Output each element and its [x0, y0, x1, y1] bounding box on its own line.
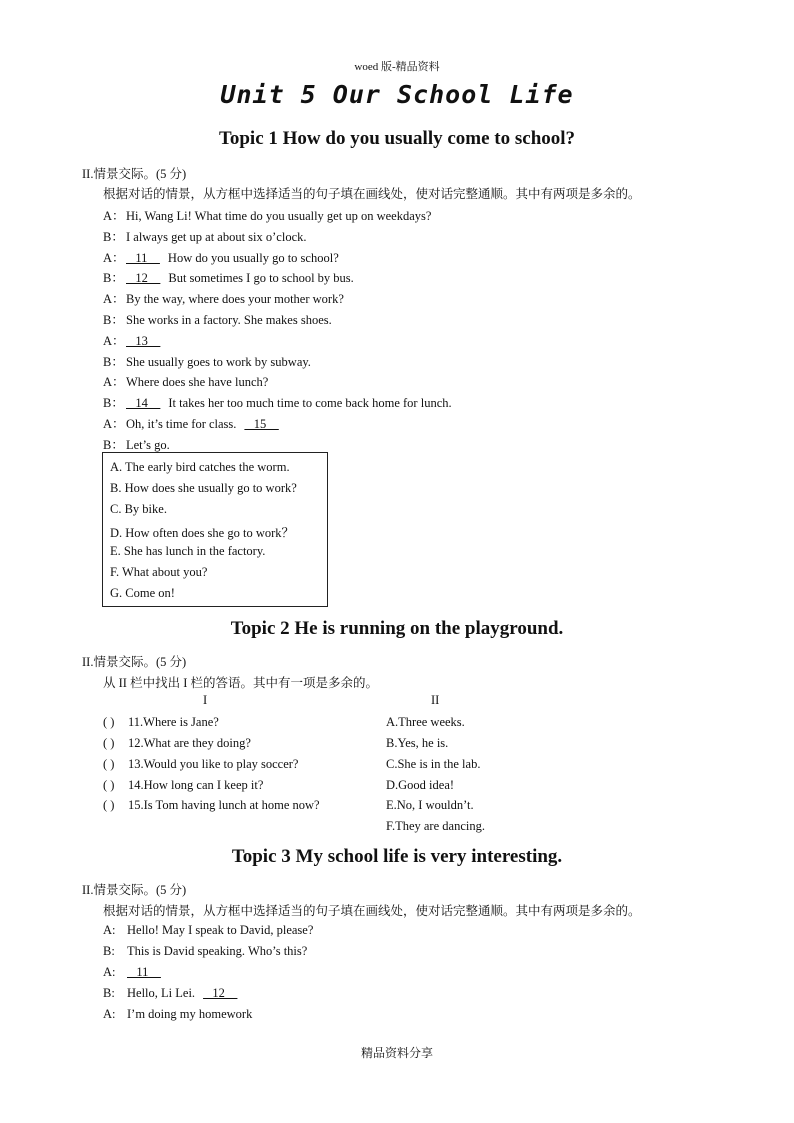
dialogue-line	[103, 372, 268, 390]
dialogue-text: Hello! May I speak to David, please?	[127, 923, 314, 937]
topic1-instruction: 根据对话的情景，从方框中选择适当的句子填在画线处，使对话完整通顺。其中有两项是多余的。	[103, 187, 641, 201]
speaker-label: B:	[103, 986, 115, 1000]
speaker-label: B：	[103, 229, 124, 244]
speaker-label: B：	[103, 354, 124, 369]
answer-paren[interactable]: ( )	[103, 757, 115, 771]
dialogue-text: I’m doing my homework	[127, 1007, 253, 1021]
dialogue-line	[103, 248, 339, 266]
column-ii-header: II	[431, 693, 440, 707]
answer-blank[interactable]: 13	[126, 333, 161, 348]
topic2-section-heading: II.情景交际。(5 分)	[82, 655, 187, 669]
dialogue-line	[103, 227, 307, 245]
topic3-section-heading: II.情景交际。(5 分)	[82, 883, 187, 897]
dialogue-line	[103, 393, 452, 411]
dialogue-text: How do you usually go to school?	[167, 250, 339, 265]
answer-paren[interactable]: ( )	[103, 715, 115, 729]
topic1-section-heading: II.情景交际。(5 分)	[82, 167, 187, 181]
dialogue-line	[103, 435, 170, 453]
answer-paren[interactable]: ( )	[103, 736, 115, 750]
dialogue-text: I always get up at about six o’clock.	[126, 229, 307, 244]
speaker-label: A：	[103, 375, 125, 390]
question-12: 12.What are they doing?	[128, 736, 251, 750]
dialogue-text: Oh, it’s time for class.	[126, 417, 237, 431]
dialogue-line	[103, 923, 313, 938]
speaker-label: A:	[103, 923, 116, 937]
option-c: C. By bike.	[110, 502, 167, 516]
dialogue-line	[103, 352, 311, 370]
dialogue-line	[103, 944, 307, 959]
answer-f: F.They are dancing.	[386, 819, 485, 833]
dialogue-text: It takes her too much time to come back home for lunch.	[168, 396, 452, 411]
topic3-instruction: 根据对话的情景，从方框中选择适当的句子填在画线处，使对话完整通顺。其中有两项是多余的。	[103, 904, 641, 918]
speaker-label: A:	[103, 1007, 116, 1021]
dialogue-text: Let’s go.	[126, 437, 170, 452]
question-13: 13.Would you like to play soccer?	[128, 757, 299, 771]
dialogue-text: Hello, Li Lei.	[127, 986, 196, 1000]
page-footer: 精品资料分享	[360, 1046, 433, 1060]
answer-a: A.Three weeks.	[386, 715, 465, 729]
dialogue-text: She works in a factory. She makes shoes.	[126, 313, 332, 327]
unit-title: Unit 5 Our School Life	[220, 80, 574, 109]
option-e: E. She has lunch in the factory.	[110, 544, 266, 558]
dialogue-text: This is David speaking. Who’s this?	[127, 944, 308, 958]
answer-e: E.No, I wouldn’t.	[386, 798, 474, 812]
speaker-label: B：	[103, 271, 124, 286]
option-g: G. Come on!	[110, 586, 175, 600]
dialogue-text: But sometimes I go to school by bus.	[168, 271, 354, 286]
answer-c: C.She is in the lab.	[386, 757, 481, 771]
dialogue-line	[103, 414, 279, 432]
dialogue-text: She usually goes to work by subway.	[126, 354, 311, 369]
speaker-label: A:	[103, 965, 116, 979]
question-11: 11.Where is Jane?	[128, 715, 219, 729]
answer-d: D.Good idea!	[386, 778, 455, 792]
dialogue-line	[103, 1007, 252, 1022]
answer-paren[interactable]: ( )	[103, 778, 115, 792]
answer-blank[interactable]: 14	[126, 396, 161, 411]
option-f: F. What about you?	[110, 565, 208, 579]
dialogue-line	[103, 310, 332, 328]
answer-blank[interactable]: 11	[126, 250, 160, 265]
dialogue-text: By the way, where does your mother work?	[126, 292, 344, 307]
answer-blank[interactable]: 12	[203, 986, 238, 1000]
dialogue-line	[103, 268, 354, 286]
topic3-title: Topic 3 My school life is very interesting.	[231, 846, 563, 867]
topic2-instruction: 从 II 栏中找出 I 栏的答语。其中有一项是多余的。	[103, 676, 378, 690]
topic1-title: Topic 1 How do you usually come to school?	[218, 128, 576, 149]
answer-paren[interactable]: ( )	[103, 798, 115, 812]
answer-b: B.Yes, he is.	[386, 736, 449, 750]
speaker-label: B：	[103, 313, 124, 327]
answer-blank[interactable]: 12	[126, 271, 161, 286]
page-header: woed 版-精品资料	[354, 61, 440, 73]
column-i-header: I	[203, 693, 208, 707]
speaker-label: A：	[103, 209, 125, 223]
dialogue-text: Where does she have lunch?	[126, 375, 269, 390]
dialogue-line	[103, 331, 160, 349]
speaker-label: B：	[103, 396, 124, 411]
option-a: A. The early bird catches the worm.	[110, 460, 290, 474]
speaker-label: A：	[103, 417, 125, 431]
speaker-label: B:	[103, 944, 115, 958]
speaker-label: B：	[103, 437, 124, 452]
dialogue-line	[103, 986, 237, 1001]
dialogue-line	[103, 289, 344, 307]
dialogue-line	[103, 206, 431, 224]
answer-blank[interactable]: 11	[127, 965, 161, 979]
speaker-label: A：	[103, 250, 125, 265]
question-14: 14.How long can I keep it?	[128, 778, 264, 792]
question-15: 15.Is Tom having lunch at home now?	[128, 798, 320, 812]
topic1-options-box	[102, 452, 328, 607]
topic2-title: Topic 2 He is running on the playground.	[230, 618, 564, 639]
option-b: B. How does she usually go to work?	[110, 481, 297, 495]
speaker-label: A：	[103, 333, 125, 348]
option-d: D. How often does she go to work？	[110, 526, 295, 540]
dialogue-line	[103, 965, 161, 980]
answer-blank[interactable]: 15	[244, 417, 279, 431]
speaker-label: A：	[103, 292, 125, 307]
dialogue-text: Hi, Wang Li! What time do you usually get up on weekdays?	[126, 209, 432, 223]
